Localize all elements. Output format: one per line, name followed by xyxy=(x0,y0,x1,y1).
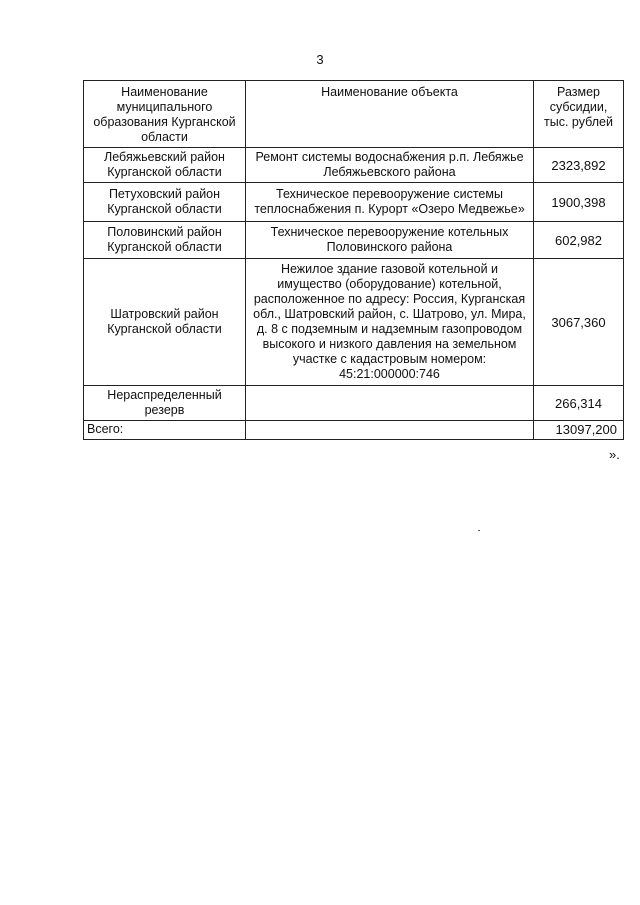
closing-quote: ». xyxy=(609,447,620,462)
total-amount: 13097,200 xyxy=(534,421,624,440)
municipality-cell: Лебяжьевский район Курганской области xyxy=(84,148,246,183)
object-cell xyxy=(246,386,534,421)
table-row xyxy=(84,148,624,183)
amount-cell: 602,982 xyxy=(534,222,624,259)
table-header-row xyxy=(84,81,624,148)
total-label: Всего: xyxy=(84,421,246,440)
header-object: Наименование объекта xyxy=(246,81,534,148)
table-row xyxy=(84,259,624,386)
object-cell: Техническое перевооружение котельных Половинского района xyxy=(246,222,534,259)
header-municipality: Наименование муниципального образования Курганской области xyxy=(84,81,246,148)
municipality-cell: Петуховский район Курганской области xyxy=(84,183,246,222)
object-cell: Нежилое здание газовой котельной и имущество (оборудование) котельной, расположенное по адресу: Россия, Курганская обл., Шатровский район, с. Шатрово, ул. Мира, д. 8 с подземным и надземным газопроводом высокого и низкого давления на земельном участке с кадастровым номером: 45:21:000000:746 xyxy=(246,259,534,386)
municipality-cell: Шатровский район Курганской области xyxy=(84,259,246,386)
amount-cell: 1900,398 xyxy=(534,183,624,222)
total-empty-cell xyxy=(246,421,534,440)
object-cell: Техническое перевооружение системы теплоснабжения п. Курорт «Озеро Медвежье» xyxy=(246,183,534,222)
amount-cell: 2323,892 xyxy=(534,148,624,183)
table-row xyxy=(84,386,624,421)
subsidy-table xyxy=(83,80,624,440)
municipality-cell: Нераспределенный резерв xyxy=(84,386,246,421)
amount-cell: 3067,360 xyxy=(534,259,624,386)
page-number: 3 xyxy=(316,52,324,67)
total-row xyxy=(84,421,624,440)
amount-cell: 266,314 xyxy=(534,386,624,421)
table-row xyxy=(84,222,624,259)
object-cell: Ремонт системы водоснабжения р.п. Лебяжье Лебяжьевского района xyxy=(246,148,534,183)
scan-speck xyxy=(478,530,480,531)
municipality-cell: Половинский район Курганской области xyxy=(84,222,246,259)
header-amount: Размер субсидии, тыс. рублей xyxy=(534,81,624,148)
table-row xyxy=(84,183,624,222)
